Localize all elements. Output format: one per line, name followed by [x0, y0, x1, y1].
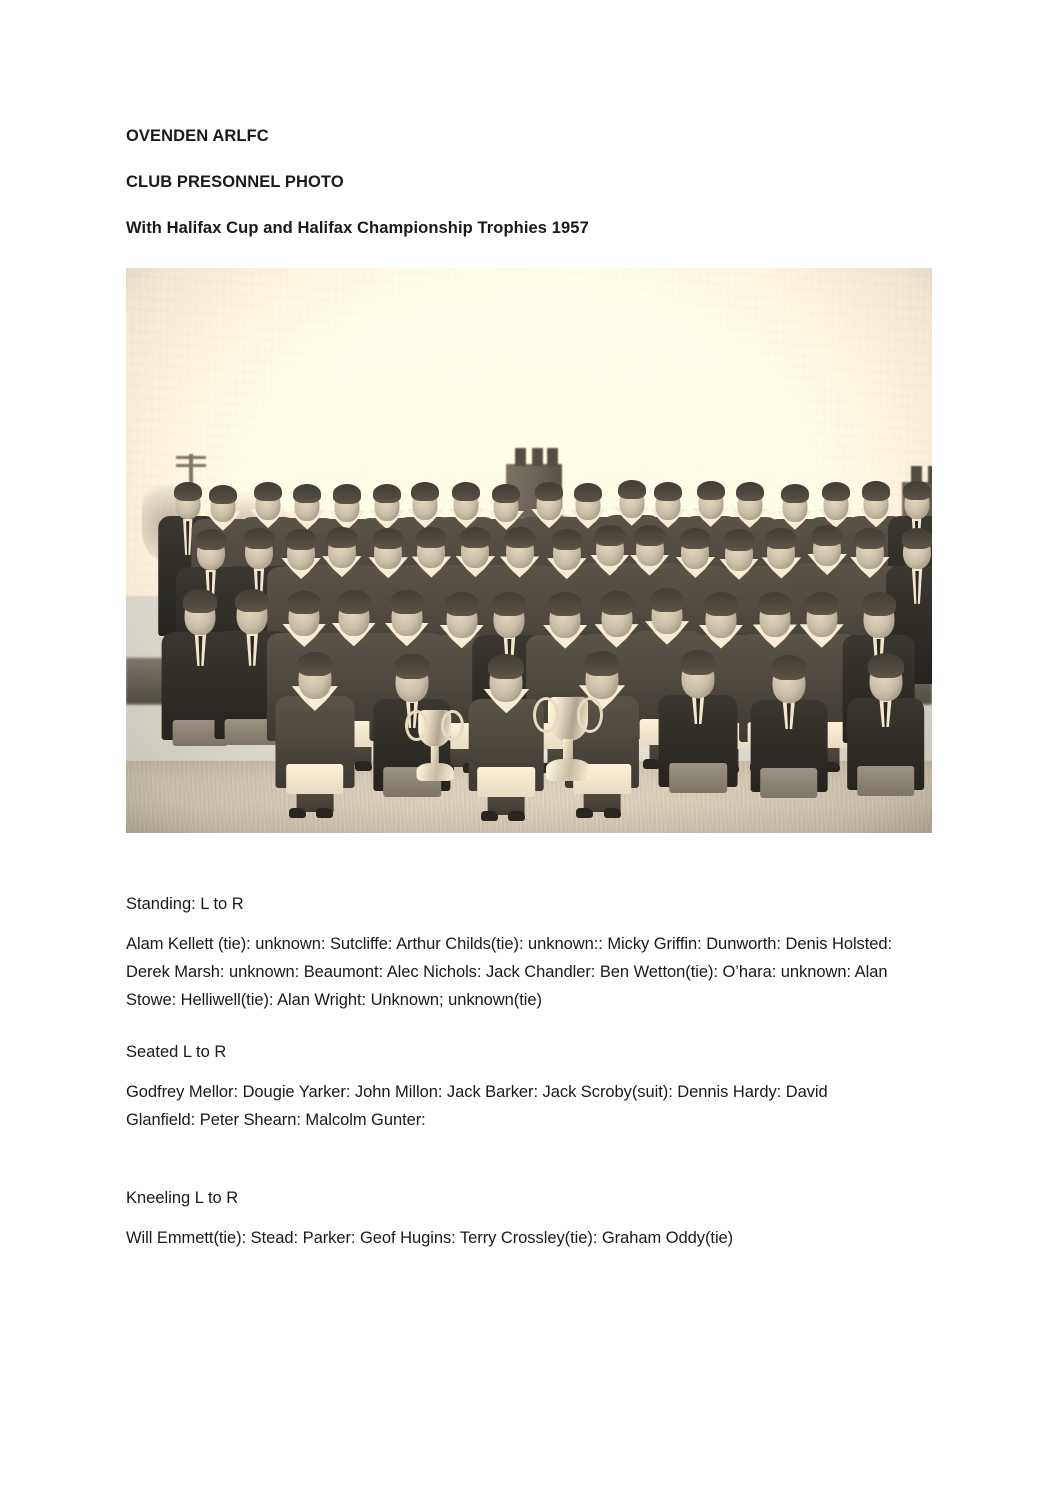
hair — [584, 651, 620, 676]
hair — [297, 652, 333, 677]
hair — [209, 485, 237, 504]
seated-row-heading: Seated L to R — [126, 1043, 227, 1061]
trousers — [760, 768, 818, 798]
document-title-club: OVENDEN ARLFC — [126, 127, 269, 145]
trophy-handle — [533, 697, 559, 733]
standing-row-heading: Standing: L to R — [126, 895, 244, 913]
hair — [235, 589, 269, 613]
boot — [316, 808, 333, 818]
document-subtitle-trophies: With Halifax Cup and Halifax Championship Trophies 1957 — [126, 219, 589, 237]
standing-row-names: Alam Kellett (tie): unknown: Sutcliffe: Arthur Childs(tie): unknown:: Micky Griffin: Dunworth: Denis Holsted: Derek Marsh: unknown: Beaumont: Alec Nichols: Jack Chandler: Ben Wetton(tie): O’hara: unknown: Alan Stowe: Helliwell(tie): Alan Wright: Unknown; unknown(tie) — [126, 935, 893, 1009]
boot — [481, 811, 498, 821]
trophy-handle — [405, 710, 428, 741]
hair — [903, 481, 931, 500]
hair — [634, 525, 665, 546]
team-member — [658, 655, 738, 787]
boot — [576, 808, 593, 818]
trousers — [669, 763, 727, 793]
rugby-shorts — [286, 764, 344, 794]
hair — [736, 482, 764, 501]
boot — [355, 761, 372, 771]
trophy-handle — [577, 697, 603, 733]
hair — [492, 484, 520, 503]
hair — [504, 527, 535, 548]
team-group — [126, 268, 932, 833]
caption-area — [126, 890, 900, 1252]
team-member — [749, 660, 829, 792]
trophy-stem — [430, 746, 438, 764]
trophy-base — [546, 759, 590, 781]
document-title-photo: CLUB PRESONNEL PHOTO — [126, 173, 344, 191]
hair — [680, 650, 716, 675]
trophy-base — [416, 763, 453, 781]
hair — [902, 528, 932, 549]
hair — [183, 589, 217, 613]
kneeling-row-heading: Kneeling L to R — [126, 1189, 239, 1207]
rugby-shorts — [478, 767, 536, 797]
hair — [805, 592, 839, 616]
team-member — [846, 658, 926, 790]
boot — [289, 808, 306, 818]
trophy-stem — [563, 739, 573, 761]
team-member — [275, 656, 355, 788]
paragraph-spacer — [126, 1158, 900, 1184]
hair — [771, 655, 807, 680]
photograph-canvas — [126, 268, 932, 833]
hair — [488, 654, 524, 679]
hair — [650, 588, 684, 612]
team-photograph — [126, 268, 932, 833]
halifax-cup-trophy — [541, 685, 595, 781]
hair — [548, 592, 582, 616]
hair — [394, 654, 430, 679]
hair — [868, 653, 904, 678]
trophy-handle — [441, 710, 464, 741]
hair — [862, 592, 896, 616]
hair — [654, 482, 682, 501]
kneeling-row-names: Will Emmett(tie): Stead: Parker: Geof Hugins: Terry Crossley(tie): Graham Oddy(tie) — [126, 1229, 734, 1247]
hair — [704, 592, 738, 616]
halifax-championship-trophy — [412, 700, 457, 781]
hair — [390, 590, 424, 614]
hair — [492, 592, 526, 616]
boot — [508, 811, 525, 821]
hair — [326, 527, 357, 548]
hair — [574, 483, 602, 502]
trousers — [857, 766, 915, 796]
hair — [195, 529, 226, 550]
hair — [854, 528, 885, 549]
boot — [604, 808, 621, 818]
seated-row-names: Godfrey Mellor: Dougie Yarker: John Millon: Jack Barker: Jack Scroby(suit): Dennis Hardy: David Glanfield: Peter Shearn: Malcolm Gunter: — [126, 1083, 828, 1129]
hair — [337, 590, 371, 614]
